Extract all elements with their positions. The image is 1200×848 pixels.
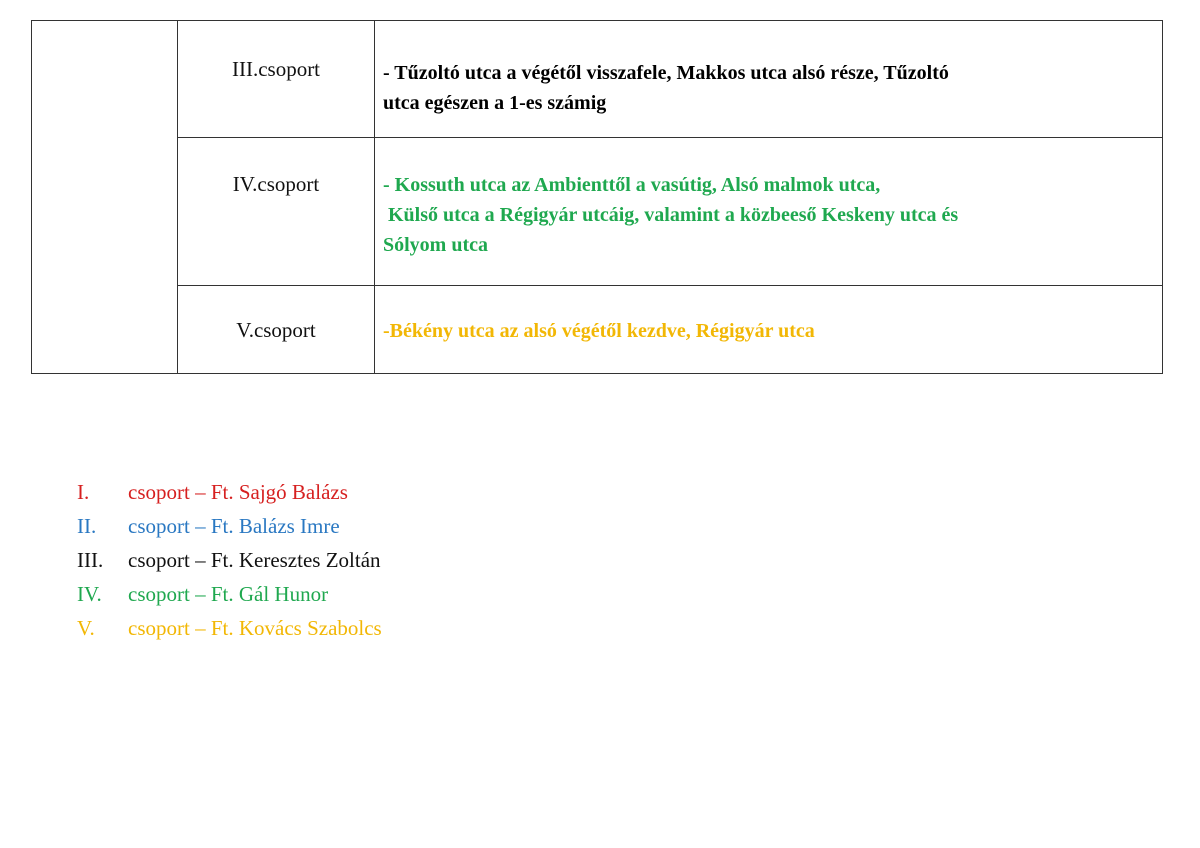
group-label: III.csoport: [231, 57, 321, 81]
group-label: V.csoport: [236, 318, 316, 342]
list-number: III.: [77, 548, 104, 572]
list-text: csoport – Ft. Gál Hunor: [128, 582, 329, 606]
table-row: [32, 286, 1163, 374]
area-line: -Békény utca az alsó végétől kezdve, Régigyár utca: [383, 320, 815, 342]
list-text: csoport – Ft. Sajgó Balázs: [128, 480, 348, 504]
list-item: [77, 577, 382, 611]
list-number: I.: [77, 480, 90, 504]
empty-cell: [32, 21, 178, 374]
list-number: IV.: [77, 582, 102, 606]
list-item: [77, 475, 382, 509]
area-line: utca egészen a 1-es számig: [383, 92, 607, 114]
area-cell: [375, 286, 1163, 374]
list-text: csoport – Ft. Keresztes Zoltán: [128, 548, 381, 572]
group-cell: [178, 21, 375, 138]
schedule-table: [31, 20, 1163, 374]
group-cell: [178, 138, 375, 286]
table-row: [32, 138, 1163, 286]
list-number: V.: [77, 616, 95, 640]
group-label: IV.csoport: [232, 172, 320, 196]
list-item: [77, 611, 382, 645]
list-text: csoport – Ft. Balázs Imre: [128, 514, 340, 538]
area-cell: [375, 138, 1163, 286]
list-text: csoport – Ft. Kovács Szabolcs: [128, 616, 382, 640]
area-line: Külső utca a Régigyár utcáig, valamint a közbeeső Keskeny utca és: [383, 204, 959, 226]
area-line: - Kossuth utca az Ambienttől a vasútig, Alsó malmok utca,: [383, 174, 881, 196]
list-number: II.: [77, 514, 97, 538]
table-row: [32, 21, 1163, 138]
list-item: [77, 509, 382, 543]
group-cell: [178, 286, 375, 374]
area-line: - Tűzoltó utca a végétől visszafele, Makkos utca alsó része, Tűzoltó: [383, 62, 949, 84]
area-cell: [375, 21, 1163, 138]
area-line: Sólyom utca: [383, 234, 488, 256]
list-item: [77, 543, 382, 577]
group-leaders-list: [77, 475, 382, 645]
